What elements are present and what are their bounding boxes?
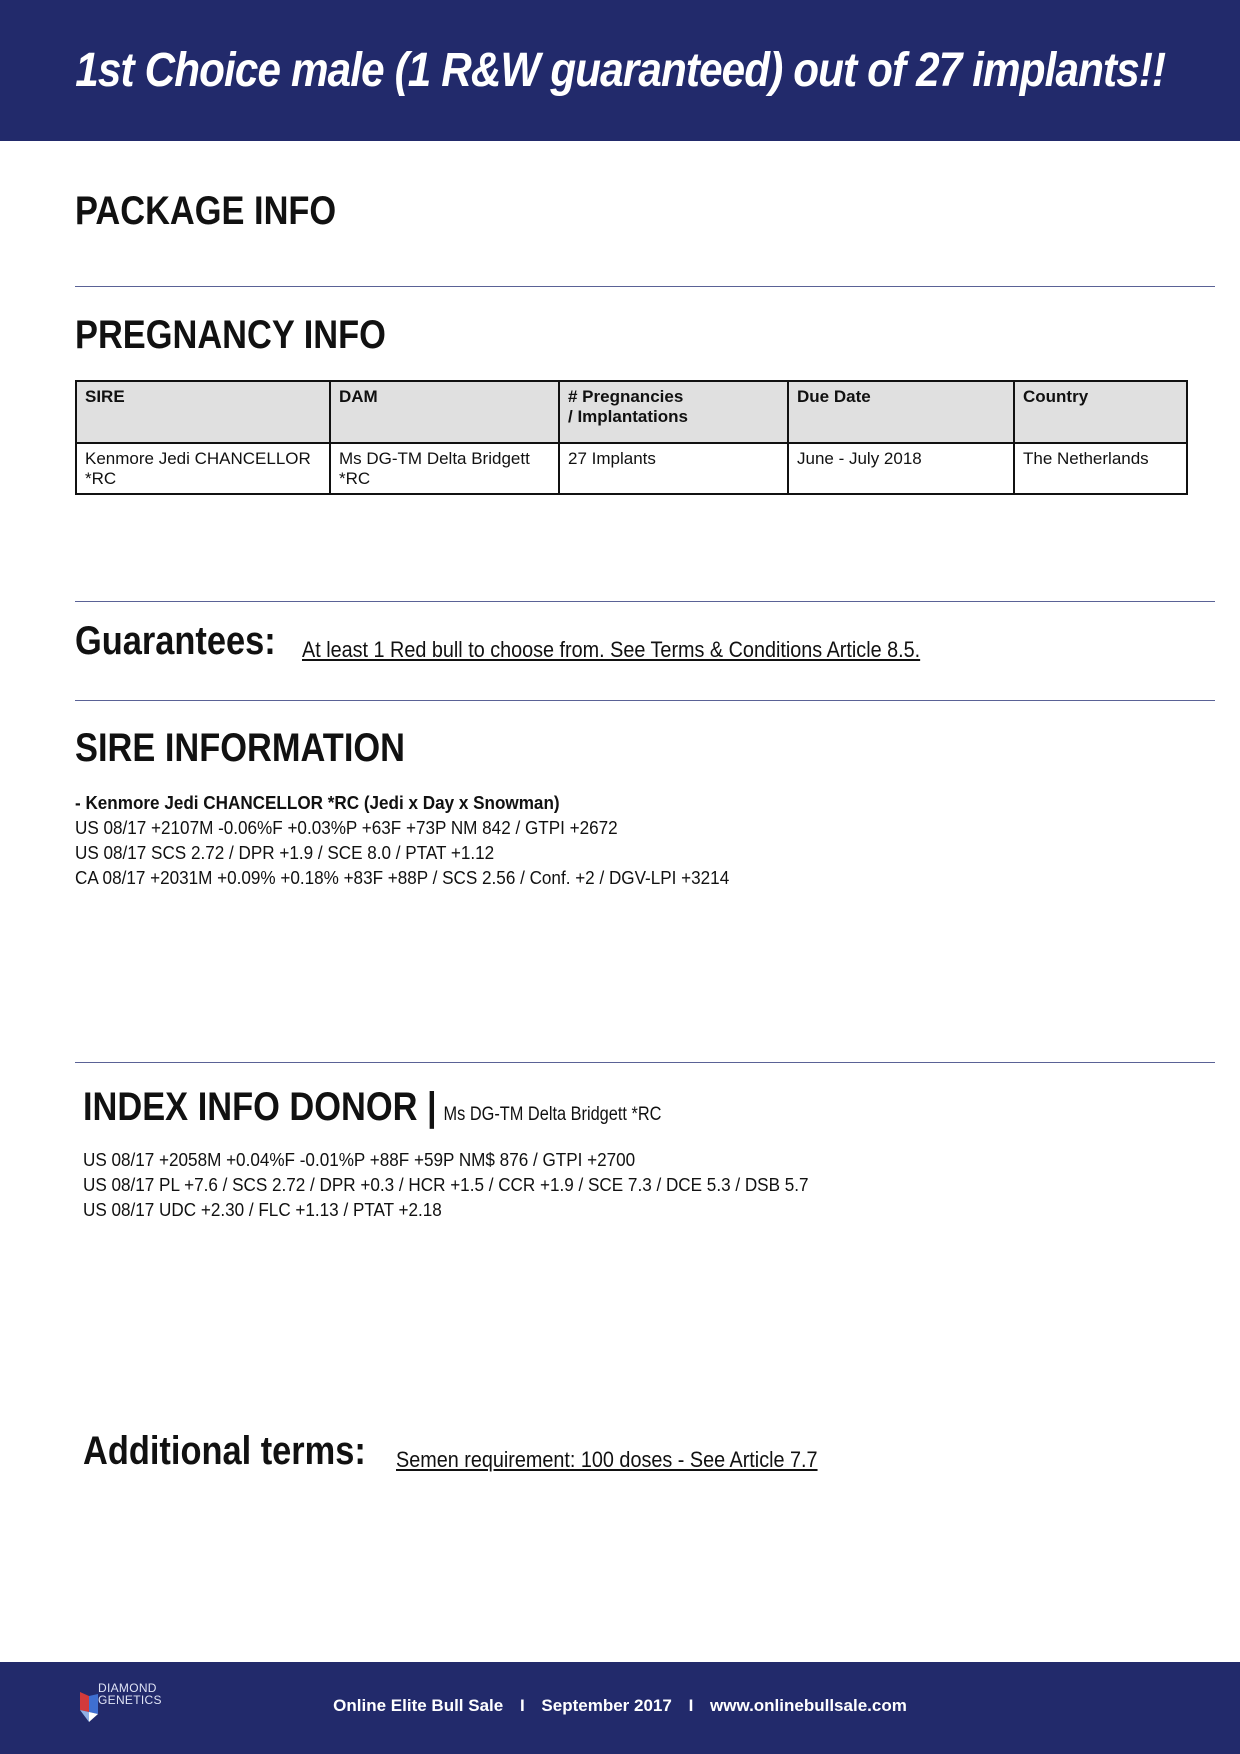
donor-heading — [83, 1085, 661, 1130]
donor-name: Ms DG-TM Delta Bridgett *RC — [443, 1104, 662, 1125]
donor-index-line: US 08/17 UDC +2.30 / FLC +1.13 / PTAT +2.18 — [83, 1200, 442, 1220]
cell-dam: Ms DG-TM Delta Bridgett *RC — [330, 443, 559, 494]
sire-index-line: US 08/17 SCS 2.72 / DPR +1.9 / SCE 8.0 / PTAT +1.12 — [75, 843, 495, 863]
col-country: Country — [1014, 381, 1187, 443]
sire-details — [75, 791, 764, 891]
donor-index-line: US 08/17 PL +7.6 / SCS 2.72 / DPR +0.3 / HCR +1.5 / CCR +1.9 / SCE 7.3 / DCE 5.3 / DSB 5.7 — [83, 1175, 809, 1195]
sire-index-line: US 08/17 +2107M -0.06%F +0.03%P +63F +73P NM 842 / GTPI +2672 — [75, 818, 618, 838]
divider — [75, 601, 1215, 602]
divider — [75, 1062, 1215, 1063]
cell-pregnancies: 27 Implants — [559, 443, 788, 494]
sire-pedigree: - Kenmore Jedi CHANCELLOR *RC (Jedi x Day x Snowman) — [75, 793, 560, 813]
cell-sire: Kenmore Jedi CHANCELLOR *RC — [76, 443, 330, 494]
divider — [75, 700, 1215, 701]
package-info-heading: PACKAGE INFO — [75, 189, 337, 233]
logo-line-2: GENETICS — [98, 1693, 162, 1707]
col-dam: DAM — [330, 381, 559, 443]
col-pregnancies — [559, 381, 788, 443]
footer-url-link[interactable]: www.onlinebullsale.com — [710, 1696, 907, 1715]
col-due-date: Due Date — [788, 381, 1014, 443]
pregnancy-info-heading: PREGNANCY INFO — [75, 313, 386, 357]
cell-due-date: June - July 2018 — [788, 443, 1014, 494]
footer-separator: I — [688, 1696, 694, 1715]
title-banner — [0, 0, 1240, 141]
table-row — [76, 443, 1187, 494]
col-pregnancies-line2: / Implantations — [568, 407, 688, 426]
semen-requirement-link[interactable]: Semen requirement: 100 doses - See Article 7.7 — [396, 1447, 818, 1472]
page-title: 1st Choice male (1 R&W guaranteed) out of 27 implants!! — [75, 44, 1165, 97]
col-pregnancies-line1: # Pregnancies — [568, 387, 684, 406]
footer-sale-name: Online Elite Bull Sale — [333, 1696, 504, 1715]
footer-date: September 2017 — [541, 1696, 672, 1715]
donor-index-line: US 08/17 +2058M +0.04%F -0.01%P +88F +59P NM$ 876 / GTPI +2700 — [83, 1150, 636, 1170]
footer-separator: I — [519, 1696, 525, 1715]
sire-index-line: CA 08/17 +2031M +0.09% +0.18% +83F +88P / SCS 2.56 / Conf. +2 / DGV-LPI +3214 — [75, 868, 730, 888]
donor-heading-label: INDEX INFO DONOR | — [83, 1085, 437, 1129]
footer — [0, 1662, 1240, 1754]
pregnancy-table — [75, 380, 1188, 495]
divider — [75, 286, 1215, 287]
donor-details — [83, 1148, 847, 1223]
guarantees-label: Guarantees: — [75, 619, 276, 663]
table-header-row — [76, 381, 1187, 443]
footer-info — [0, 1693, 1240, 1716]
additional-terms-label: Additional terms: — [83, 1429, 366, 1473]
cell-country: The Netherlands — [1014, 443, 1187, 494]
sire-information-heading: SIRE INFORMATION — [75, 726, 405, 770]
col-sire: SIRE — [76, 381, 330, 443]
logo-line-1: DIAMOND — [98, 1681, 157, 1695]
guarantees-terms-link[interactable]: At least 1 Red bull to choose from. See Terms & Conditions Article 8.5. — [302, 637, 921, 662]
